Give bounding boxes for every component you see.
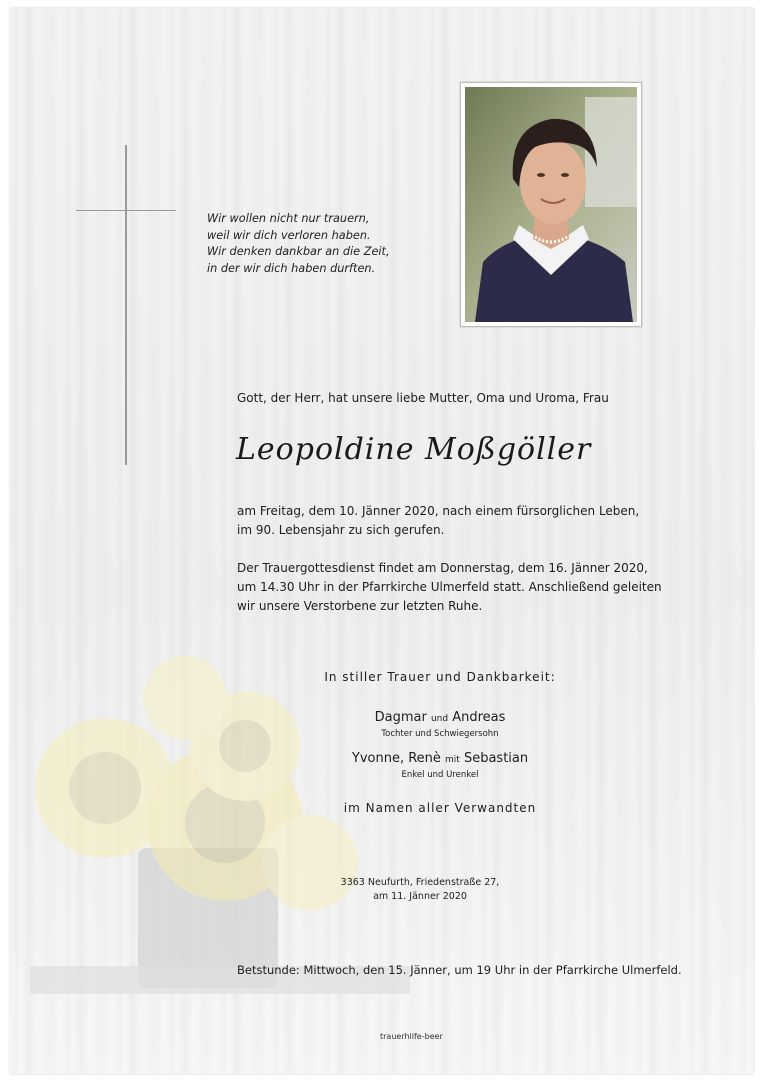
family-names [240, 710, 640, 725]
mourner-name: Dagmar [374, 710, 427, 725]
parte-sheet [10, 8, 754, 1074]
portrait-frame [460, 82, 642, 327]
portrait-photo [465, 87, 637, 322]
address-line: 3363 Neufurth, Friedenstraße 27, [340, 877, 500, 888]
mourner-name: Andreas [452, 710, 506, 725]
funeral-service-paragraph [237, 559, 662, 616]
deceased-name: Leopoldine Moßgöller [236, 432, 592, 467]
prayer-hour-notice: Betstunde: Mittwoch, den 15. Jänner, um 19 Uhr in der Pfarrkirche Ulmerfeld. [237, 963, 682, 977]
paragraph-line: wir unsere Verstorbene zur letzten Ruhe. [237, 599, 483, 613]
name-conjunction: und [430, 714, 449, 724]
mourner-name: Sebastian [463, 751, 529, 766]
verse-line: weil wir dich verloren haben. [207, 228, 371, 242]
family-names [240, 751, 640, 766]
verse-line: in der wir dich haben durften. [207, 261, 376, 275]
verse-line: Wir wollen nicht nur trauern, [207, 212, 370, 225]
sunflower-illustration [10, 648, 430, 1008]
paragraph-line: am Freitag, dem 10. Jänner 2020, nach einem fürsorglichen Leben, [237, 504, 640, 518]
death-notice-paragraph [237, 502, 639, 540]
paragraph-line: im 90. Lebensjahr zu sich gerufen. [237, 523, 445, 537]
paragraph-line: um 14.30 Uhr in der Pfarrkirche Ulmerfeld statt. Anschließend geleiten [237, 580, 662, 594]
family-relation: Enkel und Urenkel [401, 770, 479, 780]
relatives-line: im Namen aller Verwandten [343, 801, 537, 815]
name-conjunction: mit [445, 755, 460, 765]
funeral-home-footer: trauerhilfe-beer [380, 1032, 443, 1041]
date-line: am 11. Jänner 2020 [373, 891, 467, 902]
memorial-verse [207, 211, 437, 277]
paragraph-line: Der Trauergottesdienst findet am Donnerstag, dem 16. Jänner 2020, [237, 561, 648, 575]
announcement-intro: Gott, der Herr, hat unsere liebe Mutter, Oma und Uroma, Frau [237, 391, 609, 405]
mourning-heading: In stiller Trauer und Dankbarkeit: [324, 670, 556, 684]
mourner-name: Yvonne, Renè [351, 751, 441, 766]
verse-line: Wir denken dankbar an die Zeit, [207, 245, 390, 258]
family-relation: Tochter und Schwiegersohn [381, 729, 499, 739]
